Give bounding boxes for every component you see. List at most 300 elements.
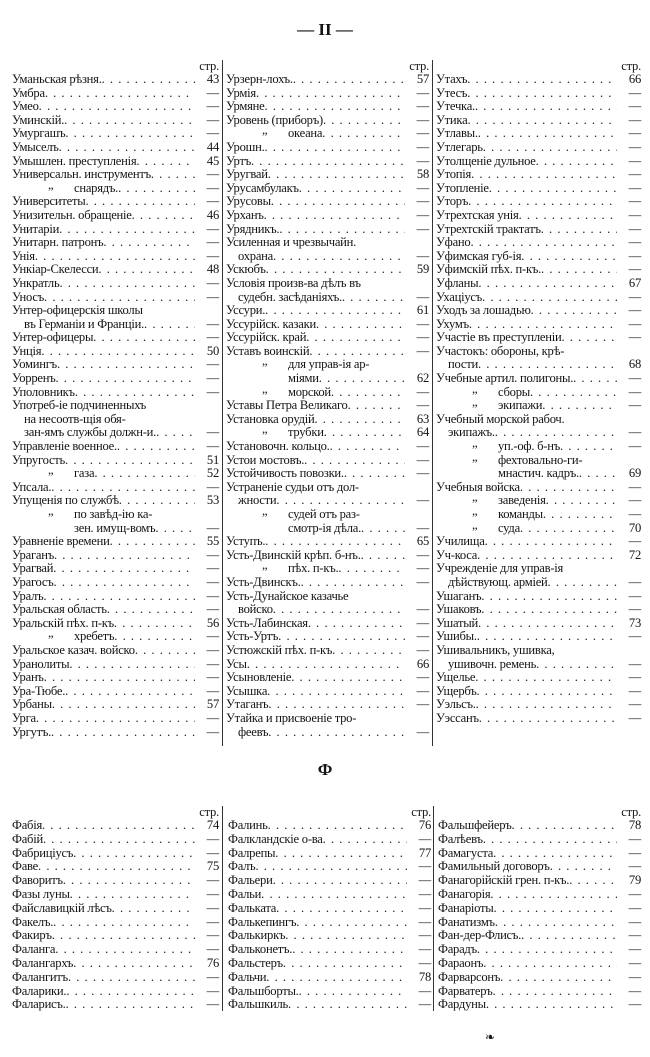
dot-leader [493,985,617,999]
entry-line [12,957,219,971]
ditto-mark: „ [472,436,478,451]
page-number: — [628,588,641,603]
page-number: — [206,99,219,114]
dot-leader [132,209,195,223]
entry-line [12,833,219,847]
dot-leader [267,685,405,699]
entry-line [12,658,219,672]
dot-leader [493,847,617,861]
dot-leader [521,250,617,264]
entry-term: по завѣд-ію ка- [74,507,153,521]
entry-line [12,943,219,957]
dot-leader [117,440,195,454]
index-entry [226,195,429,209]
entry-line [436,671,641,685]
index-entry [12,236,219,250]
index-entry [12,250,219,264]
dot-leader [494,902,617,916]
entry-term: Урусовы [226,194,271,209]
column-divider [222,806,223,1011]
dot-leader [94,467,195,481]
entry-line [228,819,431,833]
dot-leader [276,902,407,916]
entry-term: Училища [436,534,485,549]
entry-line [226,644,429,658]
page-number: — [628,194,641,209]
index-entry [226,644,429,658]
entry-term: Фарадъ [438,942,477,957]
dot-leader [322,127,405,141]
page-number: 72 [628,547,641,562]
column-divider [432,60,433,746]
index-entry [436,590,641,604]
entry-line [436,490,641,508]
entry-line [12,617,219,631]
page-number: — [628,656,641,671]
page-number: 73 [628,615,641,630]
entry-term: морской [288,384,331,399]
entry-term: Урга [12,710,36,725]
dot-leader [319,372,405,386]
entry-term: Фалкландскіе о-ва [228,831,323,846]
index-entry [12,698,219,712]
dot-leader [98,263,195,277]
entry-line [226,141,429,155]
index-entry [226,155,429,169]
page-number: — [628,629,641,644]
page-number: — [628,167,641,182]
entry-line [226,155,429,169]
page-number: — [206,316,219,331]
dot-leader [500,971,617,985]
dot-leader [53,916,195,930]
entry-line [438,971,641,985]
dot-leader [35,250,195,264]
entry-line [12,372,219,386]
page-number: 64 [416,425,429,440]
entry-line [12,549,219,563]
entry-line [438,943,641,957]
entry-term: Утайка и присвоеніе тро- [226,710,357,725]
index-entry [12,277,219,291]
index-entry [228,943,431,957]
entry-term: Уравненіе времени [12,534,110,549]
entry-line [226,698,429,712]
entry-term: смотр-ія дѣла. [288,520,362,535]
index-entry [226,440,429,454]
page-number: — [206,371,219,386]
index-entry [12,100,219,114]
dot-leader [542,399,617,413]
page-number: — [628,697,641,712]
column-divider [433,806,434,1011]
index-entry [12,847,219,861]
entry-line [226,168,429,182]
dot-leader [477,943,617,957]
entry-line [12,454,219,468]
page-number: — [416,384,429,399]
entry-term: Фабій [12,831,43,846]
entry-term: Фаларисъ. [12,997,66,1012]
dot-leader [75,386,195,400]
dot-leader [536,155,617,169]
dot-leader [471,168,617,182]
page-number: 62 [416,371,429,386]
entry-line [436,114,641,128]
entry-term: Утрехтская унія [436,207,519,222]
entry-term: Ушаковъ [436,602,482,617]
entry-line [12,847,219,861]
dot-leader [323,833,407,847]
dot-leader [479,712,617,726]
index-entry [226,114,429,128]
entry-term: Университеты [12,194,86,209]
index-column-5 [228,806,431,1012]
page-number: — [418,859,431,874]
entry-line [436,236,641,250]
index-entry [438,998,641,1012]
index-entry [438,929,641,943]
entry-line [226,123,429,141]
entry-line [436,168,641,182]
index-entry [12,155,219,169]
index-entry [436,671,641,685]
entry-line [436,155,641,169]
entry-term: Уносъ [12,289,45,304]
dot-leader [561,331,617,345]
entry-line [226,372,429,386]
index-entry [436,182,641,196]
index-entry [436,517,641,536]
entry-term: Урбаны [12,697,52,712]
index-entry [226,558,429,576]
dot-leader [268,819,407,833]
entry-term: Уэльсъ. [436,697,476,712]
dot-leader [36,712,195,726]
dot-leader [266,971,407,985]
index-entry [226,576,429,590]
dot-leader [52,698,195,712]
page-number: — [628,900,641,915]
entry-line [226,413,429,427]
entry-line [436,590,641,604]
entry-line [12,331,219,345]
page-number: 68 [628,357,641,372]
entry-line [438,888,641,902]
index-entry [12,644,219,658]
entry-term: Урмяне [226,99,265,114]
entry-term: Фальстеръ [228,955,283,970]
index-entry [12,929,219,943]
page-number: 78 [628,818,641,832]
entry-term: Учебный морской рабоч. [436,411,565,426]
entry-term: Уртъ [226,153,251,168]
entry-term: дѣйствующ. арміей [448,574,548,589]
dot-leader [265,141,406,155]
page-number: — [628,112,641,127]
entry-term: Утлегарь [436,139,483,154]
entry-line [436,209,641,223]
page-number: — [416,615,429,630]
page-number: — [628,914,641,929]
index-entry [12,833,219,847]
entry-line [226,195,429,209]
page-number: — [628,180,641,195]
entry-line [228,998,431,1012]
page-number: — [628,928,641,943]
dot-leader [489,182,617,196]
entry-term: Фанагорійскій грен. п-къ. [438,873,570,888]
index-entry [436,209,641,223]
entry-line [226,209,429,223]
page-number: — [206,900,219,915]
page-number: — [416,493,429,508]
index-entry [12,114,219,128]
dot-leader [54,549,195,563]
index-entry [226,712,429,739]
entry-line [12,644,219,658]
index-entry [226,535,429,549]
page-number: — [206,235,219,250]
index-entry [12,494,219,508]
entry-line [436,685,641,699]
entry-line [436,263,641,277]
dot-leader [512,819,617,833]
entry-line [226,558,429,576]
dot-leader [292,943,407,957]
dot-leader [579,467,617,481]
entry-term: Фабія [12,818,42,832]
index-entry [436,395,641,413]
page-column-label: стр. [621,805,641,819]
dot-leader [51,726,195,740]
entry-line [12,250,219,264]
entry-line [226,617,429,631]
page-number: — [628,439,641,454]
dot-leader [256,87,405,101]
entry-term: Фалангитъ [12,969,68,984]
entry-line [438,957,641,971]
index-entry [436,127,641,141]
page-number: — [416,330,429,345]
dot-leader [361,522,405,536]
index-entry [12,971,219,985]
entry-term: на несоотв-щія обя- [24,411,126,426]
entry-term: Факиръ [12,928,52,943]
index-entry [436,603,641,617]
entry-line [226,399,429,413]
entry-line [12,277,219,291]
entry-line [12,87,219,101]
index-entry [436,535,641,549]
entry-line [436,576,641,590]
entry-line [436,345,641,359]
dot-leader [342,291,405,305]
entry-term: Фальконетъ. [228,942,293,957]
entry-term: феевъ [238,724,269,739]
entry-line [12,874,219,888]
dot-leader [279,223,405,237]
index-entry [226,413,429,427]
index-column-4 [12,806,219,1012]
dot-leader [301,576,405,590]
page-number: — [416,602,429,617]
dot-leader [112,902,195,916]
page-number: — [418,831,431,846]
dot-leader [467,87,617,101]
entry-term: Уторъ [436,194,469,209]
entry-term: Ункіар-Скелесси [12,262,99,277]
entry-term: Фараонъ [438,955,484,970]
dot-leader [560,440,617,454]
entry-term: Ушатый [436,615,478,630]
index-entry [436,277,641,291]
dot-leader [550,860,617,874]
entry-term: Уэссанъ [436,710,479,725]
page-number: — [416,642,429,657]
entry-term: Усть-Уртъ [226,629,279,644]
entry-line [226,590,429,604]
entry-line [226,304,429,318]
page-number: 57 [416,72,429,86]
dot-leader [291,671,405,685]
entry-term: Фарватеръ [438,983,493,998]
page-number: — [416,561,429,576]
entry-line [436,562,641,576]
index-entry [12,386,219,400]
entry-term: Фанагорія [438,886,491,901]
page-number: — [416,452,429,467]
index-entry [226,318,429,332]
entry-line [228,902,431,916]
dot-leader [251,155,405,169]
index-entry [436,223,641,237]
entry-term: снарядъ. [74,180,119,195]
entry-line [226,454,429,468]
index-entry [436,617,641,631]
entry-line [226,576,429,590]
entry-term: Усть-Двинскъ. [226,574,301,589]
dot-leader [467,73,617,87]
entry-line [438,847,641,861]
entry-term: Утлавы. [436,126,478,141]
page-number: — [416,343,429,358]
entry-line [12,481,219,495]
dot-leader [44,671,195,685]
entry-line [228,916,431,930]
entry-term: Установочн. кольцо. [226,439,330,454]
dot-leader [331,386,405,400]
page-number: 55 [206,534,219,549]
page-number: 52 [206,466,219,481]
page-number: — [416,207,429,222]
entry-term: Уранъ [12,670,44,685]
entry-term: Утесъ [436,85,468,100]
entry-term: Утрехтскій трактатъ [436,221,541,236]
entry-line [226,182,429,196]
entry-line [226,331,429,345]
dot-leader [66,998,195,1012]
entry-term: Уфимскій пѣх. п-къ. [436,262,542,277]
entry-line [438,916,641,930]
entry-term: Утахъ [436,72,468,86]
entry-term: Фалъ [228,859,256,874]
page-number: 56 [206,615,219,630]
entry-line [12,535,219,549]
entry-term: Факелъ. [12,914,54,929]
ditto-mark: „ [262,422,268,437]
dot-leader [541,263,617,277]
dot-leader [65,685,195,699]
index-entry [226,236,429,263]
dot-leader [293,73,405,87]
page-number: — [416,316,429,331]
index-entry [438,943,641,957]
dot-leader [490,888,617,902]
entry-line [12,726,219,740]
page-number: — [206,357,219,372]
entry-line [12,576,219,590]
index-entry [228,819,431,833]
entry-term: Уральскій пѣх. п-къ [12,615,114,630]
page-number: — [206,439,219,454]
entry-term: Фабриціусъ [12,845,74,860]
entry-line [226,712,429,726]
page-number: — [628,710,641,725]
entry-line [436,195,641,209]
entry-term: Уминскій. [12,112,65,127]
index-entry [226,354,429,386]
dot-leader [344,467,405,481]
dot-leader [55,372,195,386]
entry-term: Фалангархъ [12,955,74,970]
index-entry [12,685,219,699]
entry-line [436,549,641,563]
entry-line [436,87,641,101]
dot-leader [541,223,617,237]
entry-line [436,630,641,644]
index-entry [436,413,641,440]
entry-line [226,250,429,264]
entry-term: Утопія [436,167,472,182]
page-number: — [416,574,429,589]
page-column-label: стр. [411,805,431,819]
entry-term: заведенія [498,493,546,508]
dot-leader [42,819,195,833]
dot-leader [324,426,405,440]
entry-line [436,644,641,658]
dot-leader [332,644,405,658]
entry-line [12,929,219,943]
ditto-mark: „ [48,626,54,641]
entry-term: Унитаріи [12,221,60,236]
dot-leader [114,630,195,644]
dot-leader [63,874,195,888]
index-entry [228,833,431,847]
entry-line [436,304,641,318]
entry-term: Уфимская губ-ія [436,248,522,263]
index-column-2 [226,60,429,739]
index-column-1 [12,60,219,739]
entry-line [226,494,429,508]
index-entry [438,971,641,985]
page-number: 67 [628,275,641,290]
index-entry [12,463,219,481]
entry-term: Фальката [228,900,277,915]
page-number: — [628,602,641,617]
page-number: — [418,942,431,957]
entry-line [226,535,429,549]
